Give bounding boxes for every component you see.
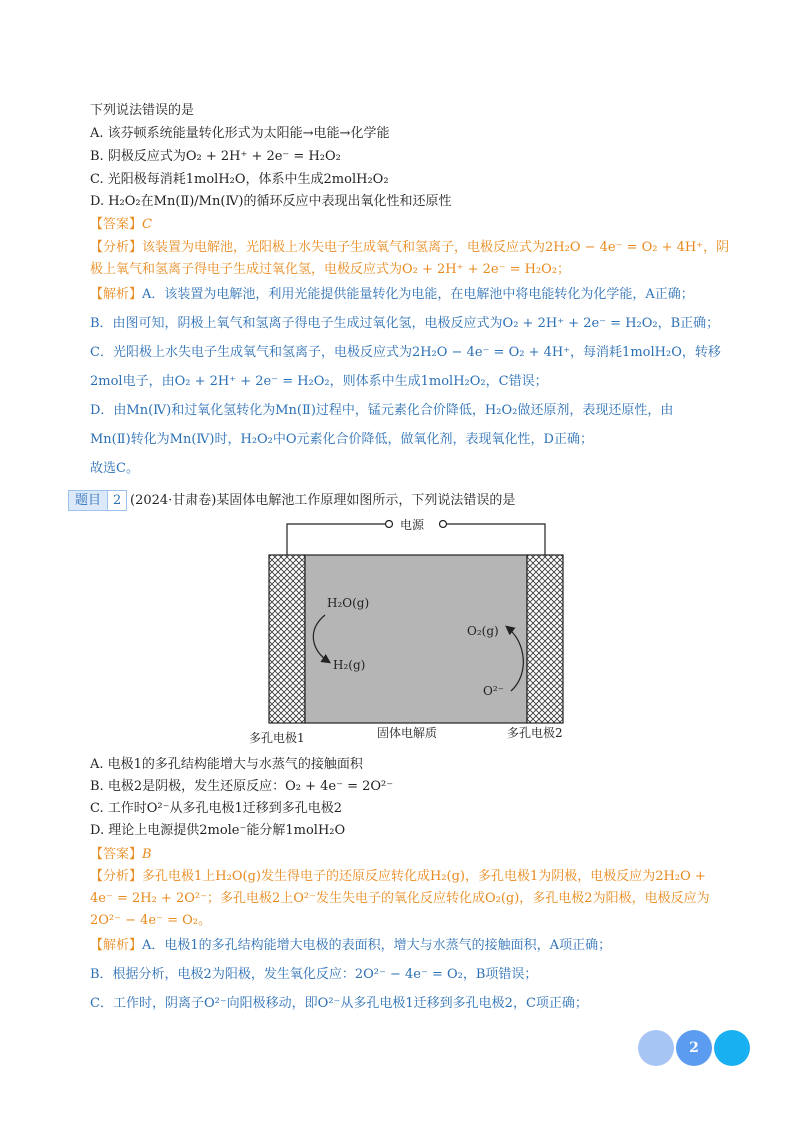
right-reactant: O²⁻ [483, 684, 504, 698]
label-electrode-2: 多孔电极2 [507, 726, 563, 740]
q1-explanation-5: D．由Mn(Ⅳ)和过氧化氢转化为Mn(Ⅱ)过程中，锰元素化合价降低，H₂O₂做还原剂，表现还原性，由 [90, 403, 674, 418]
left-wire [287, 524, 385, 555]
right-product: O₂(g) [467, 624, 499, 638]
q2-explanation-3: C．工作时，阴离子O²⁻向阳极移动，即O²⁻从多孔电极1迁移到多孔电极2，C项正确； [90, 996, 588, 1011]
porous-electrode-1 [269, 555, 305, 723]
left-reactant: H₂O(g) [327, 596, 370, 610]
q2-stem: (2024·甘肃卷)某固体电解池工作原理如图所示，下列说法错误的是 [130, 493, 516, 508]
badge-label: 题目 [68, 490, 108, 511]
electrolysis-diagram [245, 515, 575, 750]
q1-explanation-1 [90, 286, 694, 304]
power-terminal-right [440, 521, 447, 528]
question-badge [68, 491, 127, 510]
q1-explanation-2: B．由图可知，阴极上氧气和氢离子得电子生成过氧化氢，电极反应式为O₂ + 2H⁺ + 2e⁻ = H₂O₂，B正确； [90, 316, 720, 331]
answer-label: 【答案】 [90, 217, 143, 232]
q1-explanation-7: 故选C。 [90, 461, 139, 476]
q1-answer [90, 216, 152, 234]
q1-analysis-1 [90, 239, 729, 257]
q1-option-a: A. 该芬顿系统能量转化形式为太阳能→电能→化学能 [90, 126, 390, 141]
right-wire [447, 524, 545, 555]
analysis-text: 多孔电极1上H₂O(g)发生得电子的还原反应转化成H₂(g)，多孔电极1为阴极，电极反应为2H₂O + [142, 869, 706, 884]
page-circle-right [714, 1030, 750, 1066]
q2-answer [90, 846, 152, 864]
explanation-label: 【解析】 [90, 938, 143, 953]
q2-analysis-1 [90, 868, 706, 886]
power-label: 电源 [400, 518, 425, 532]
q2-analysis-2: 4e⁻ = 2H₂ + 2O²⁻；多孔电极2上O²⁻发生失电子的氧化反应转化成O₂(g)，多孔电极2为阳极，电极反应为 [90, 891, 710, 906]
badge-number: 2 [108, 490, 127, 511]
label-electrode-1: 多孔电极1 [249, 731, 305, 745]
q2-option-d: D. 理论上电源提供2mole⁻能分解1molH₂O [90, 823, 346, 838]
q1-option-b: B. 阴极反应式为O₂ + 2H⁺ + 2e⁻ = H₂O₂ [90, 149, 341, 164]
analysis-label: 【分析】 [90, 869, 143, 884]
q2-option-c: C. 工作时O²⁻从多孔电极1迁移到多孔电极2 [90, 801, 343, 816]
q2-option-b: B. 电极2是阴极，发生还原反应：O₂ + 4e⁻ = 2O²⁻ [90, 779, 394, 794]
q1-explanation-3: C．光阳极上水失电子生成氧气和氢离子，电极反应式为2H₂O − 4e⁻ = O₂ + 4H⁺，每消耗1molH₂O，转移 [90, 345, 721, 360]
q2-option-a: A. 电极1的多孔结构能增大与水蒸气的接触面积 [90, 757, 363, 772]
power-terminal-left [386, 521, 393, 528]
q1-option-c: C. 光阳极每消耗1molH₂O，体系中生成2molH₂O₂ [90, 172, 389, 187]
analysis-text: 该装置为电解池，光阳极上水失电子生成氧气和氢离子，电极反应式为2H₂O − 4e⁻ = O₂ + 4H⁺，阴 [142, 240, 730, 255]
q2-explanation-2: B．根据分析，电极2为阳极，发生氧化反应：2O²⁻ − 4e⁻ = O₂，B项错误； [90, 967, 538, 982]
q1-analysis-2: 极上氧气和氢离子得电子生成过氧化氢，电极反应式为O₂ + 2H⁺ + 2e⁻ = H₂O₂； [90, 262, 571, 277]
q1-prompt: 下列说法错误的是 [90, 103, 195, 118]
page-number: 2 [689, 1040, 699, 1056]
answer-label: 【答案】 [90, 847, 143, 862]
q1-option-d: D. H₂O₂在Mn(Ⅱ)/Mn(Ⅳ)的循环反应中表现出氧化性和还原性 [90, 194, 452, 209]
label-electrolyte: 固体电解质 [377, 726, 438, 740]
porous-electrode-2 [527, 555, 563, 723]
page-number-badge [638, 1030, 750, 1066]
explanation-text: A．电极1的多孔结构能增大电极的表面积，增大与水蒸气的接触面积，A项正确； [142, 938, 612, 953]
analysis-label: 【分析】 [90, 240, 143, 255]
explanation-label: 【解析】 [90, 287, 143, 302]
q2-explanation-1 [90, 937, 611, 955]
page-circle-left [638, 1030, 674, 1066]
left-product: H₂(g) [333, 658, 366, 672]
answer-value: C [142, 217, 152, 232]
q1-explanation-6: Mn(Ⅱ)转化为Mn(Ⅳ)时，H₂O₂中O元素化合价降低，做氧化剂，表现氧化性，D正确； [90, 432, 593, 447]
q1-explanation-4: 2mol电子，由O₂ + 2H⁺ + 2e⁻ = H₂O₂，则体系中生成1molH₂O₂，C错误； [90, 374, 548, 389]
q2-analysis-3: 2O²⁻ − 4e⁻ = O₂。 [90, 913, 212, 928]
explanation-text: A．该装置为电解池，利用光能提供能量转化为电能，在电解池中将电能转化为化学能，A正确； [142, 287, 694, 302]
answer-value: B [142, 847, 152, 862]
